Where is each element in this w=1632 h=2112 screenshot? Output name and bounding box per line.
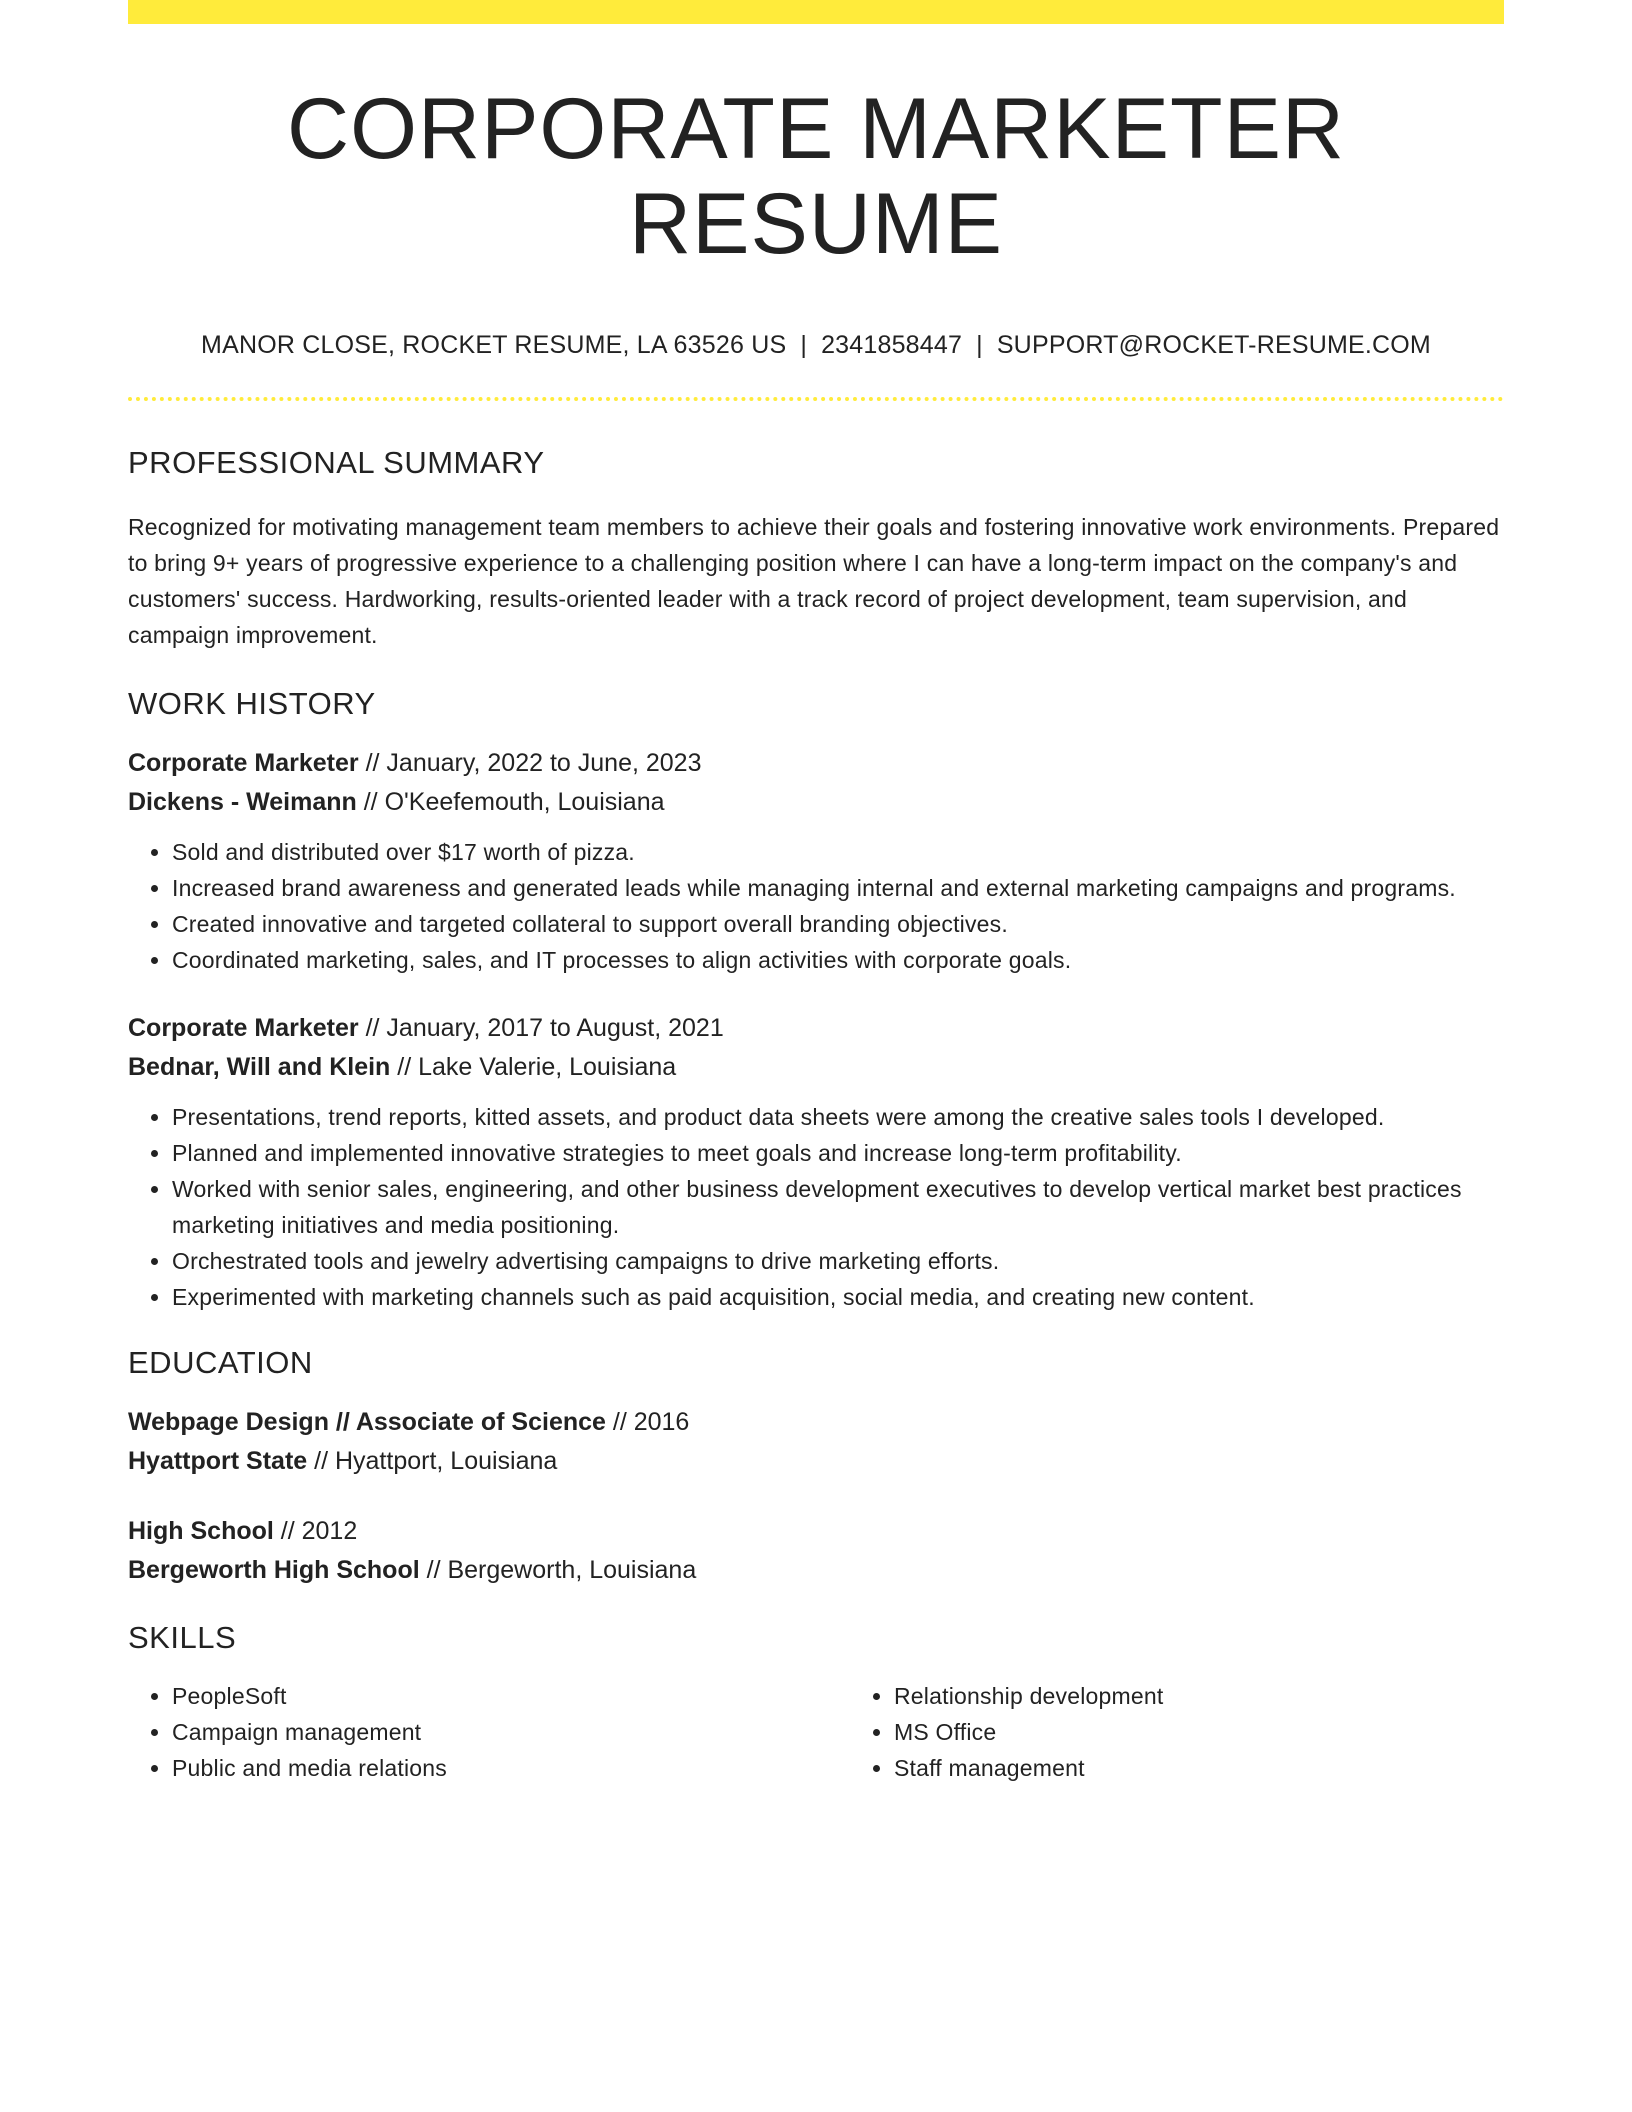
summary-text: Recognized for motivating management team members to achieve their goals and fostering innovative work environments. Prepared to bring 9+ years of progressive experience to a challenging position where I can have a long-term impact on the company's and customers' success. Hardworking, results-oriented leader with a track record of project development, team supervision, and campaign improvement. (128, 514, 1500, 649)
job-dates: // January, 2022 to June, 2023 (358, 749, 702, 778)
skill-item: • Staff management (894, 1750, 1504, 1786)
bullet-item: • Experimented with marketing channels such as paid acquisition, social media, and creating new content. (172, 1279, 1504, 1315)
job-company: Bednar, Will and Klein (128, 1053, 391, 1082)
accent-top-bar (128, 0, 1504, 24)
job-location: // Lake Valerie, Louisiana (390, 1053, 677, 1082)
job-bullets (128, 1099, 1504, 1315)
skills-heading: SKILLS (128, 1620, 237, 1656)
degree-line (128, 1403, 1504, 1442)
job-title-line (128, 744, 1504, 783)
skills-list (128, 1678, 1504, 1786)
contact-address: MANOR CLOSE, ROCKET RESUME, LA 63526 US (201, 331, 787, 360)
job-company: Dickens - Weimann (128, 788, 357, 817)
job-dates: // January, 2017 to August, 2021 (358, 1014, 724, 1043)
work-history-heading: WORK HISTORY (128, 686, 376, 722)
degree-name: High School (128, 1517, 274, 1546)
bullet-item: • Coordinated marketing, sales, and IT processes to align activities with corporate goals. (172, 942, 1504, 978)
bullet-item: • Sold and distributed over $17 worth of pizza. (172, 834, 1504, 870)
dotted-divider (128, 397, 1504, 401)
school-line (128, 1442, 1504, 1481)
bullet-item: • Worked with senior sales, engineering, and other business development executives to develop vertical market best practices marketing initiatives and media positioning. (172, 1171, 1504, 1243)
contact-phone: 2341858447 (821, 331, 963, 360)
contact-line (128, 331, 1504, 360)
skill-item: • PeopleSoft (172, 1678, 850, 1714)
school-name: Bergeworth High School (128, 1556, 420, 1585)
education-heading: EDUCATION (128, 1345, 313, 1381)
education-entry (128, 1512, 1504, 1590)
school-location: // Hyattport, Louisiana (307, 1447, 558, 1476)
contact-email: SUPPORT@ROCKET-RESUME.COM (996, 331, 1431, 360)
job-bullets (128, 834, 1504, 978)
bullet-item: • Presentations, trend reports, kitted assets, and product data sheets were among the creative sales tools I developed. (172, 1099, 1504, 1135)
skill-item: • Relationship development (894, 1678, 1504, 1714)
bullet-item: • Created innovative and targeted collateral to support overall branding objectives. (172, 906, 1504, 942)
skill-item: • Campaign management (172, 1714, 850, 1750)
bullet-item: • Increased brand awareness and generated leads while managing internal and external marketing campaigns and programs. (172, 870, 1504, 906)
job-entry (128, 744, 1504, 978)
bullet-item: • Orchestrated tools and jewelry advertising campaigns to drive marketing efforts. (172, 1243, 1504, 1279)
skill-item: • Public and media relations (172, 1750, 850, 1786)
degree-name: Webpage Design // Associate of Science (128, 1408, 606, 1437)
school-location: // Bergeworth, Louisiana (419, 1556, 697, 1585)
job-location: // O'Keefemouth, Louisiana (356, 788, 665, 817)
job-title: Corporate Marketer (128, 749, 359, 778)
skills-column-left (128, 1678, 850, 1786)
school-name: Hyattport State (128, 1447, 308, 1476)
education-entry (128, 1403, 1504, 1481)
job-entry (128, 1009, 1504, 1315)
job-company-line (128, 783, 1504, 822)
contact-separator: | (976, 331, 983, 360)
job-company-line (128, 1048, 1504, 1087)
contact-separator: | (800, 331, 808, 360)
summary-heading: PROFESSIONAL SUMMARY (128, 445, 545, 481)
degree-year: // 2016 (605, 1408, 690, 1437)
school-line (128, 1551, 1504, 1590)
degree-year: // 2012 (273, 1517, 358, 1546)
skills-column-right (850, 1678, 1504, 1786)
resume-page (128, 0, 1504, 1786)
job-title: Corporate Marketer (128, 1014, 359, 1043)
bullet-item: • Planned and implemented innovative strategies to meet goals and increase long-term profitability. (172, 1135, 1504, 1171)
job-title-line (128, 1009, 1504, 1048)
degree-line (128, 1512, 1504, 1551)
skill-item: • MS Office (894, 1714, 1504, 1750)
resume-title: CORPORATE MARKETER RESUME (286, 81, 1346, 272)
